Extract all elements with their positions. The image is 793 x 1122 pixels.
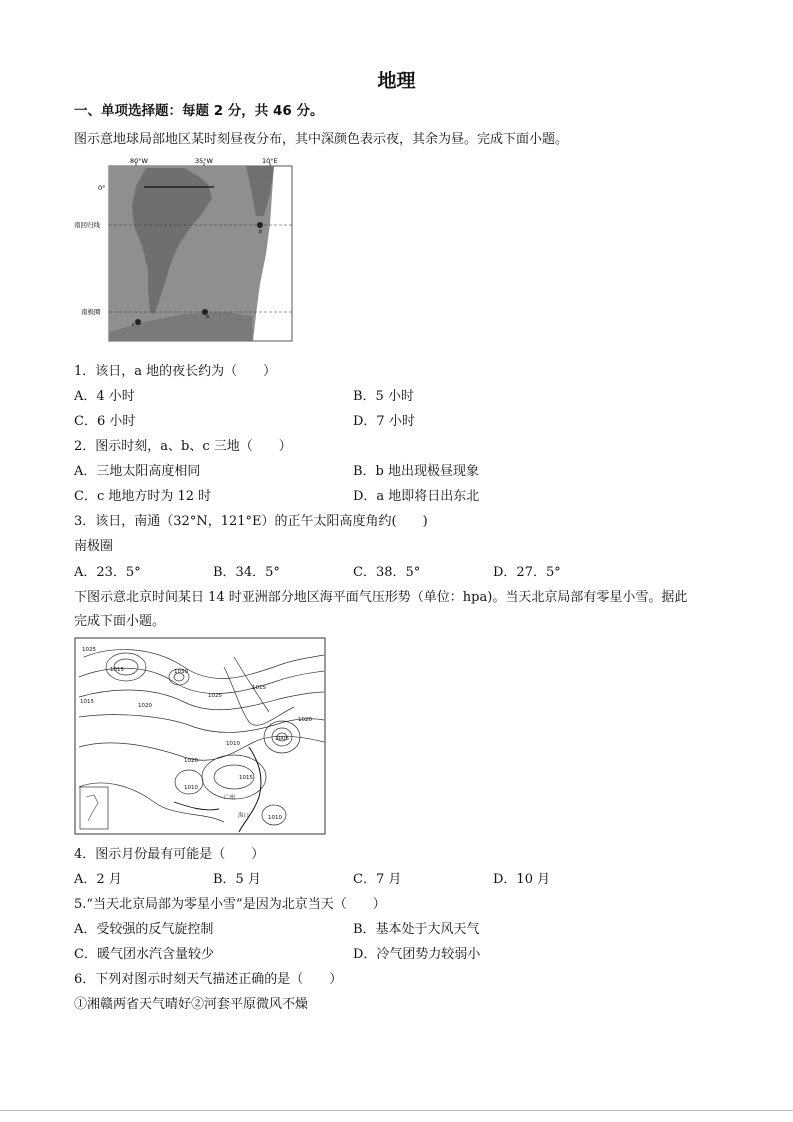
question-3-option-c[interactable]: C．38．5° <box>353 565 421 580</box>
intro-text-2b: 完成下面小题。 <box>74 614 166 629</box>
question-1-option-b[interactable]: B．5 小时 <box>353 389 414 404</box>
point-label: b <box>259 229 263 235</box>
isobar-label: 1010 <box>184 785 198 791</box>
question-3-extra: 南极圈 <box>74 539 114 554</box>
isobar-label: 1025 <box>208 693 222 699</box>
question-2-option-c[interactable]: C．c 地地方时为 12 时 <box>74 489 212 504</box>
question-4-stem: 4．图示月份最有可能是（ ） <box>74 847 265 862</box>
question-5-stem: 5.“当天北京局部为零星小雪”是因为北京当天（ ） <box>74 897 386 912</box>
isobar-label: 1015 <box>80 699 94 705</box>
place-label: 广州 <box>224 795 236 801</box>
isobar-label: 1010 <box>226 741 240 747</box>
question-6-stem: 6．下列对图示时刻天气描述正确的是（ ） <box>74 972 343 987</box>
lat-label: 0° <box>98 184 106 192</box>
section-heading: 一、单项选择题：每题 2 分，共 46 分。 <box>74 103 324 119</box>
isobar-label: 1030 <box>174 669 188 675</box>
question-5-option-d[interactable]: D．冷气团势力较弱小 <box>353 947 481 962</box>
question-3-stem: 3．该日，南通（32°N，121°E）的正午太阳高度角约( ) <box>74 514 428 529</box>
question-2-option-d[interactable]: D．a 地即将日出东北 <box>353 489 480 504</box>
isobar-label: 1015 <box>252 685 266 691</box>
question-4-option-c[interactable]: C．7 月 <box>353 872 402 887</box>
day-night-map <box>74 154 296 344</box>
question-4-option-a[interactable]: A．2 月 <box>74 872 122 887</box>
pressure-map <box>74 637 326 835</box>
page-title: 地理 <box>377 70 416 92</box>
question-5-option-a[interactable]: A．受较强的反气旋控制 <box>74 922 214 937</box>
question-1-option-a[interactable]: A．4 小时 <box>74 389 135 404</box>
lon-label: 35°W <box>195 157 213 165</box>
point-b <box>257 222 263 228</box>
intro-text-2: 下图示意北京时间某日 14 时亚洲部分地区海平面气压形势（单位：hpa)。当天北京局部有零星小雪。据此 <box>74 590 688 605</box>
question-4-option-b[interactable]: B．5 月 <box>213 872 261 887</box>
question-6-extra: ①湘赣两省天气晴好②河套平原微风不燥 <box>74 997 309 1012</box>
point-c <box>135 319 141 325</box>
isobar-label: 1020 <box>298 717 312 723</box>
point-label: c <box>132 322 135 328</box>
place-label: 海口 <box>238 813 250 819</box>
isobar-label: 1015 <box>110 667 124 673</box>
isobar-label: 1020 <box>184 758 198 764</box>
question-1-option-d[interactable]: D．7 小时 <box>353 414 415 429</box>
question-1-option-c[interactable]: C．6 小时 <box>74 414 136 429</box>
question-3-option-b[interactable]: B．34．5° <box>213 565 280 580</box>
question-5-option-c[interactable]: C．暖气团水汽含量较少 <box>74 947 214 962</box>
isobar-label: 1010 <box>268 815 282 821</box>
lon-label: 10°E <box>262 157 278 165</box>
question-1-stem: 1．该日，a 地的夜长约为（ ） <box>74 364 277 379</box>
isobar-label: 1005 <box>275 736 289 742</box>
isobar-label: 1015 <box>239 775 253 781</box>
question-2-option-b[interactable]: B．b 地出现极昼现象 <box>353 464 480 479</box>
isobar-label: 1020 <box>138 703 152 709</box>
lat-label: 南回归线 <box>74 221 100 229</box>
page-bottom-rule <box>0 1110 793 1111</box>
question-3-option-a[interactable]: A．23．5° <box>74 565 141 580</box>
point-label: a <box>206 314 210 320</box>
question-4-option-d[interactable]: D．10 月 <box>493 872 551 887</box>
lat-label: 南极圈 <box>81 308 101 316</box>
question-5-option-b[interactable]: B．基本处于大风天气 <box>353 922 480 937</box>
question-3-option-d[interactable]: D．27．5° <box>493 565 561 580</box>
lon-label: 80°W <box>130 157 148 165</box>
isobar-label: 1025 <box>82 647 96 653</box>
question-2-stem: 2．图示时刻，a、b、c 三地（ ） <box>74 439 292 454</box>
inset-map <box>80 787 108 829</box>
question-2-option-a[interactable]: A．三地太阳高度相同 <box>74 464 201 479</box>
intro-text-1: 图示意地球局部地区某时刻昼夜分布，其中深颜色表示夜，其余为昼。完成下面小题。 <box>74 132 569 147</box>
